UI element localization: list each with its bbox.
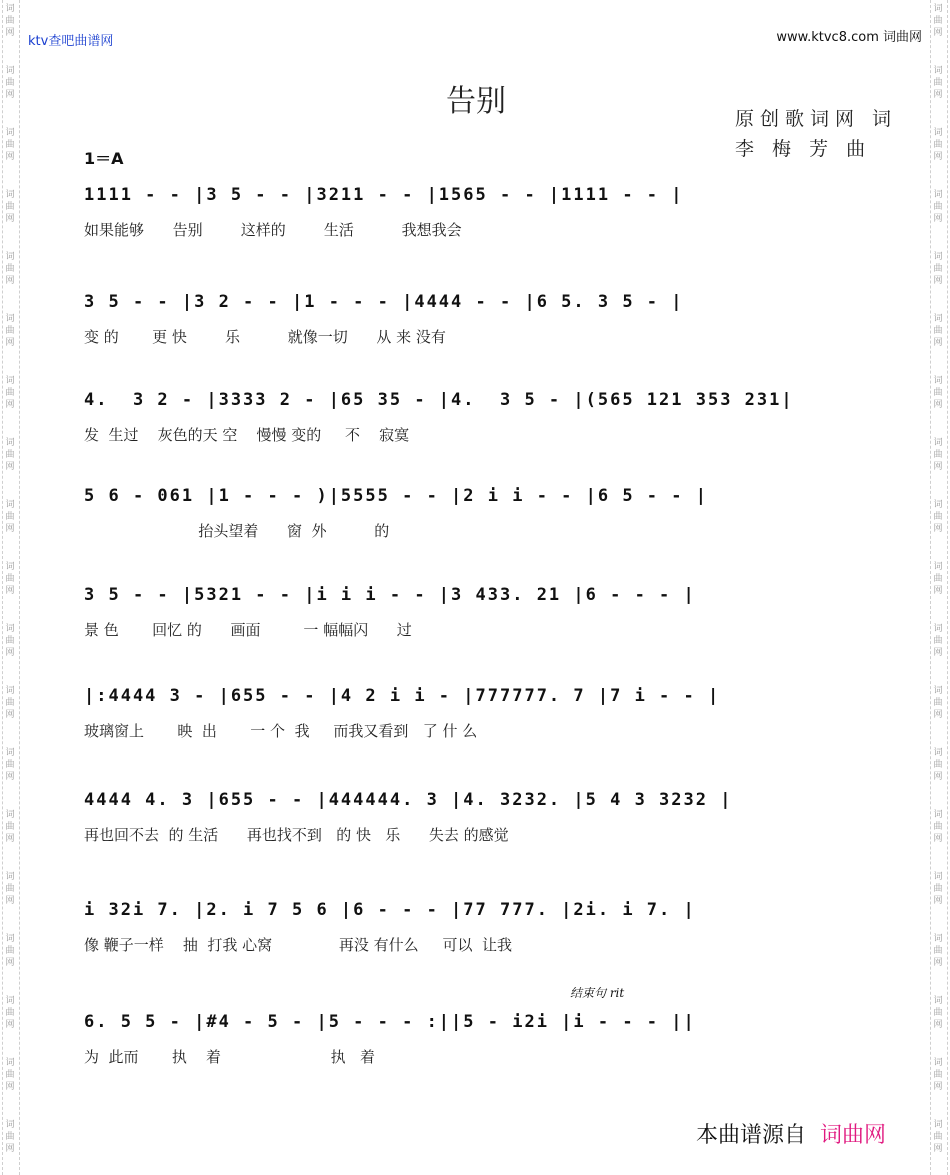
watermark-glyph: 网 xyxy=(933,524,943,534)
watermark-glyph: 网 xyxy=(5,1082,15,1092)
notation-line: i 32i 7. |2. i 7 5 6 |6 - - - |77 777. |2i. i 7. | xyxy=(84,900,696,920)
coda-marking: 结束句 rit xyxy=(570,986,625,1000)
watermark-glyph: 网 xyxy=(933,1082,943,1092)
key-signature: 1＝A xyxy=(84,149,124,168)
notation-line: 5 6 - 061 |1 - - - )|5555 - - |2 i i - - |6 5 - - | xyxy=(84,486,708,506)
footer-brand-link[interactable]: 词曲网 xyxy=(820,1123,887,1148)
watermark-glyph: 网 xyxy=(933,462,943,472)
watermark-glyph: 网 xyxy=(933,772,943,782)
watermark-glyph: 曲 xyxy=(5,326,15,336)
watermark-glyph: 曲 xyxy=(933,202,943,212)
watermark-glyph: 网 xyxy=(933,1020,943,1030)
watermark-glyph: 词 xyxy=(5,376,15,386)
watermark-glyph: 网 xyxy=(933,400,943,410)
watermark-glyph: 曲 xyxy=(5,202,15,212)
watermark-glyph: 词 xyxy=(933,4,943,14)
watermark-glyph: 曲 xyxy=(933,388,943,398)
watermark-glyph: 词 xyxy=(933,686,943,696)
watermark-glyph: 网 xyxy=(5,648,15,658)
lyric-line: 像 鞭子一样 抽 打我 心窝 再没 有什么 可以 让我 xyxy=(84,936,513,954)
watermark-glyph: 词 xyxy=(5,934,15,944)
watermark-glyph: 网 xyxy=(5,772,15,782)
watermark-glyph: 词 xyxy=(5,500,15,510)
watermark-glyph: 词 xyxy=(933,996,943,1006)
watermark-glyph: 词 xyxy=(933,748,943,758)
watermark-glyph: 网 xyxy=(5,958,15,968)
song-title: 告别 xyxy=(446,84,506,119)
watermark-glyph: 网 xyxy=(933,90,943,100)
watermark-glyph: 词 xyxy=(5,996,15,1006)
watermark-glyph: 词 xyxy=(933,934,943,944)
watermark-glyph: 曲 xyxy=(933,574,943,584)
watermark-glyph: 曲 xyxy=(933,264,943,274)
lyricist-credit: 原创歌词网 词 xyxy=(735,108,898,130)
watermark-glyph: 网 xyxy=(933,958,943,968)
watermark-glyph: 词 xyxy=(933,1058,943,1068)
watermark-glyph: 曲 xyxy=(5,946,15,956)
site-link-left[interactable]: ktv查吧曲谱网 xyxy=(28,34,114,49)
watermark-glyph: 曲 xyxy=(933,698,943,708)
watermark-glyph: 词 xyxy=(933,438,943,448)
watermark-glyph: 网 xyxy=(5,338,15,348)
lyric-line: 玻璃窗上 映 出 一 个 我 而我又看到 了 什 么 xyxy=(84,722,478,740)
watermark-glyph: 曲 xyxy=(5,16,15,26)
watermark-glyph: 词 xyxy=(933,810,943,820)
watermark-glyph: 网 xyxy=(933,1144,943,1154)
watermark-glyph: 曲 xyxy=(5,1070,15,1080)
watermark-glyph: 词 xyxy=(933,500,943,510)
notation-line: 4444 4. 3 |655 - - |444444. 3 |4. 3232. |5 4 3 3232 | xyxy=(84,790,733,810)
watermark-glyph: 网 xyxy=(5,462,15,472)
lyric-line: 为 此而 执 着 执 着 xyxy=(84,1048,375,1066)
watermark-glyph: 曲 xyxy=(933,884,943,894)
watermark-glyph: 网 xyxy=(933,896,943,906)
watermark-glyph: 网 xyxy=(5,524,15,534)
watermark-glyph: 词 xyxy=(933,872,943,882)
watermark-glyph: 网 xyxy=(5,276,15,286)
watermark-glyph: 网 xyxy=(5,400,15,410)
watermark-glyph: 网 xyxy=(5,896,15,906)
watermark-glyph: 词 xyxy=(5,252,15,262)
watermark-glyph: 网 xyxy=(5,586,15,596)
watermark-glyph: 曲 xyxy=(933,78,943,88)
watermark-glyph: 网 xyxy=(933,276,943,286)
watermark-glyph: 词 xyxy=(933,190,943,200)
watermark-glyph: 曲 xyxy=(5,264,15,274)
watermark-glyph: 曲 xyxy=(933,822,943,832)
watermark-glyph: 曲 xyxy=(5,450,15,460)
watermark-glyph: 词 xyxy=(5,128,15,138)
lyric-line: 变 的 更 快 乐 就像一切 从 来 没有 xyxy=(84,328,446,346)
watermark-glyph: 网 xyxy=(5,834,15,844)
watermark-glyph: 曲 xyxy=(933,946,943,956)
watermark-glyph: 词 xyxy=(5,1058,15,1068)
lyric-line: 抬头望着 窗 外 的 xyxy=(84,522,390,540)
notation-line: 3 5 - - |3 2 - - |1 - - - |4444 - - |6 5. 3 5 - | xyxy=(84,292,684,312)
watermark-glyph: 曲 xyxy=(5,1008,15,1018)
watermark-glyph: 曲 xyxy=(933,636,943,646)
watermark-glyph: 网 xyxy=(933,710,943,720)
watermark-glyph: 网 xyxy=(5,152,15,162)
watermark-glyph: 网 xyxy=(933,214,943,224)
watermark-glyph: 网 xyxy=(5,1144,15,1154)
watermark-glyph: 网 xyxy=(933,648,943,658)
watermark-glyph: 词 xyxy=(933,128,943,138)
watermark-glyph: 曲 xyxy=(933,512,943,522)
notation-line: |:4444 3 - |655 - - |4 2 i i - |777777. 7 |7 i - - | xyxy=(84,686,721,706)
watermark-glyph: 网 xyxy=(933,586,943,596)
watermark-glyph: 曲 xyxy=(5,884,15,894)
watermark-glyph: 词 xyxy=(5,748,15,758)
watermark-glyph: 网 xyxy=(5,710,15,720)
lyric-line: 景 色 回忆 的 画面 一 幅幅闪 过 xyxy=(84,621,412,639)
watermark-glyph: 词 xyxy=(933,252,943,262)
watermark-glyph: 曲 xyxy=(5,636,15,646)
watermark-glyph: 曲 xyxy=(933,140,943,150)
site-link-right[interactable] xyxy=(776,26,922,45)
watermark-glyph: 词 xyxy=(5,686,15,696)
notation-line: 3 5 - - |5321 - - |i i i - - |3 433. 21 |6 - - - | xyxy=(84,585,696,605)
watermark-glyph: 词 xyxy=(5,438,15,448)
watermark-glyph: 曲 xyxy=(5,140,15,150)
watermark-glyph: 网 xyxy=(933,834,943,844)
watermark-glyph: 曲 xyxy=(5,822,15,832)
footer-source-label: 本曲谱源自 xyxy=(696,1123,807,1148)
watermark-glyph: 词 xyxy=(933,1120,943,1130)
notation-line: 4. 3 2 - |3333 2 - |65 35 - |4. 3 5 - |(565 121 353 231| xyxy=(84,390,794,410)
watermark-glyph: 曲 xyxy=(5,698,15,708)
watermark-glyph: 网 xyxy=(5,1020,15,1030)
watermark-glyph: 曲 xyxy=(933,450,943,460)
watermark-glyph: 网 xyxy=(933,338,943,348)
watermark-glyph: 曲 xyxy=(5,512,15,522)
watermark-glyph: 曲 xyxy=(933,326,943,336)
watermark-glyph: 曲 xyxy=(5,388,15,398)
watermark-glyph: 词 xyxy=(933,376,943,386)
lyric-line: 如果能够 告别 这样的 生活 我想我会 xyxy=(84,221,462,239)
watermark-glyph: 词 xyxy=(5,314,15,324)
watermark-glyph: 曲 xyxy=(933,760,943,770)
watermark-glyph: 词 xyxy=(933,562,943,572)
lyric-line: 再也回不去 的 生活 再也找不到 的 快 乐 失去 的感觉 xyxy=(84,826,509,844)
lyric-line: 发 生过 灰色的天 空 慢慢 变的 不 寂寞 xyxy=(84,426,410,444)
watermark-glyph: 网 xyxy=(933,152,943,162)
watermark-glyph: 词 xyxy=(5,4,15,14)
watermark-glyph: 词 xyxy=(5,624,15,634)
watermark-glyph: 词 xyxy=(5,810,15,820)
watermark-glyph: 词 xyxy=(933,66,943,76)
notation-line: 1111 - - |3 5 - - |3211 - - |1565 - - |1111 - - | xyxy=(84,185,684,205)
composer-credit: 李 梅 芳 曲 xyxy=(735,138,872,160)
watermark-glyph: 曲 xyxy=(933,16,943,26)
watermark-glyph: 词 xyxy=(933,314,943,324)
watermark-glyph: 曲 xyxy=(933,1070,943,1080)
site-url-text: www.ktvc8.com 词曲网 xyxy=(776,30,922,45)
watermark-glyph: 词 xyxy=(5,1120,15,1130)
watermark-glyph: 曲 xyxy=(5,760,15,770)
watermark-glyph: 曲 xyxy=(5,78,15,88)
footer-attribution xyxy=(696,1118,886,1149)
watermark-glyph: 曲 xyxy=(933,1008,943,1018)
watermark-glyph: 网 xyxy=(5,28,15,38)
watermark-glyph: 词 xyxy=(5,66,15,76)
watermark-glyph: 曲 xyxy=(5,574,15,584)
watermark-glyph: 曲 xyxy=(933,1132,943,1142)
watermark-glyph: 词 xyxy=(933,624,943,634)
watermark-glyph: 词 xyxy=(5,190,15,200)
watermark-glyph: 曲 xyxy=(5,1132,15,1142)
watermark-glyph: 词 xyxy=(5,562,15,572)
watermark-glyph: 网 xyxy=(933,28,943,38)
watermark-glyph: 词 xyxy=(5,872,15,882)
watermark-glyph: 网 xyxy=(5,90,15,100)
watermark-glyph: 网 xyxy=(5,214,15,224)
notation-line: 6. 5 5 - |#4 - 5 - |5 - - - :||5 - i2i |i - - - || xyxy=(84,1012,696,1032)
